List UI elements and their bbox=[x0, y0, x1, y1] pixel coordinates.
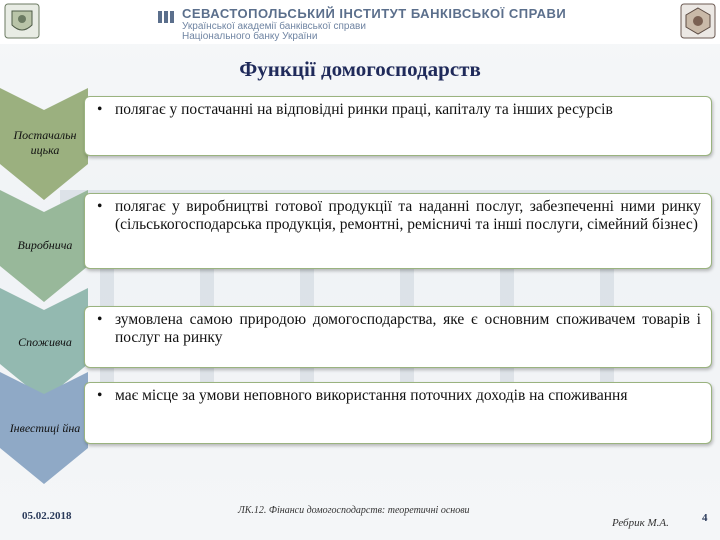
slide-title: Функції домогосподарств bbox=[239, 57, 481, 81]
left-crest-icon bbox=[4, 3, 40, 39]
bullet-icon: • bbox=[97, 101, 103, 118]
header-academy-name: Української академії банківської справи bbox=[182, 21, 366, 32]
function-text-production: полягає у виробництві готової продукції та наданні послуг, забезпеченні ними ринку (сільськогосподарська продукція, ремонтні, ремісничі та інші послуги, сімейний бізнес) bbox=[115, 198, 701, 233]
function-box-investment bbox=[84, 382, 712, 444]
chevron-production-label: Виробнича bbox=[17, 238, 73, 252]
bullet-icon: • bbox=[97, 198, 103, 215]
function-text-supply: полягає у постачанні на відповідні ринки праці, капіталу та інших ресурсів bbox=[115, 101, 613, 118]
function-box-consumption bbox=[84, 306, 712, 368]
chevron-supply-label: Постачальн ицька bbox=[13, 128, 77, 157]
chevron-investment bbox=[0, 372, 96, 484]
function-box-supply bbox=[84, 96, 712, 156]
bullet-icon: • bbox=[97, 311, 103, 328]
function-text-investment: має місце за умови неповного використання поточних доходів на споживання bbox=[115, 387, 628, 404]
right-crest-icon bbox=[680, 3, 716, 39]
bullet-icon: • bbox=[97, 387, 103, 404]
function-text-consumption: зумовлена самою природою домогосподарства, яке є основним споживачем товарів і послуг на ринку bbox=[115, 311, 701, 346]
page-number: 4 bbox=[702, 512, 708, 524]
chevron-investment-label: Інвестиці йна bbox=[9, 421, 81, 435]
institute-logo-icon bbox=[158, 8, 176, 26]
footer-lecture-title: ЛК.12. Фінанси домогосподарств: теоретичні основи bbox=[238, 505, 470, 516]
footer-date: 05.02.2018 bbox=[22, 510, 72, 522]
header bbox=[0, 0, 720, 44]
chevron-supply bbox=[0, 88, 96, 200]
header-institute-name: СЕВАСТОПОЛЬСЬКИЙ ІНСТИТУТ БАНКІВСЬКОЇ СПРАВИ bbox=[182, 6, 567, 21]
chevron-production bbox=[0, 190, 96, 302]
chevron-consumption-label: Споживча bbox=[18, 335, 72, 349]
footer-author: Ребрик М.А. bbox=[612, 517, 669, 529]
header-bank-name: Національного банку України bbox=[182, 31, 318, 42]
function-box-production bbox=[84, 193, 712, 269]
